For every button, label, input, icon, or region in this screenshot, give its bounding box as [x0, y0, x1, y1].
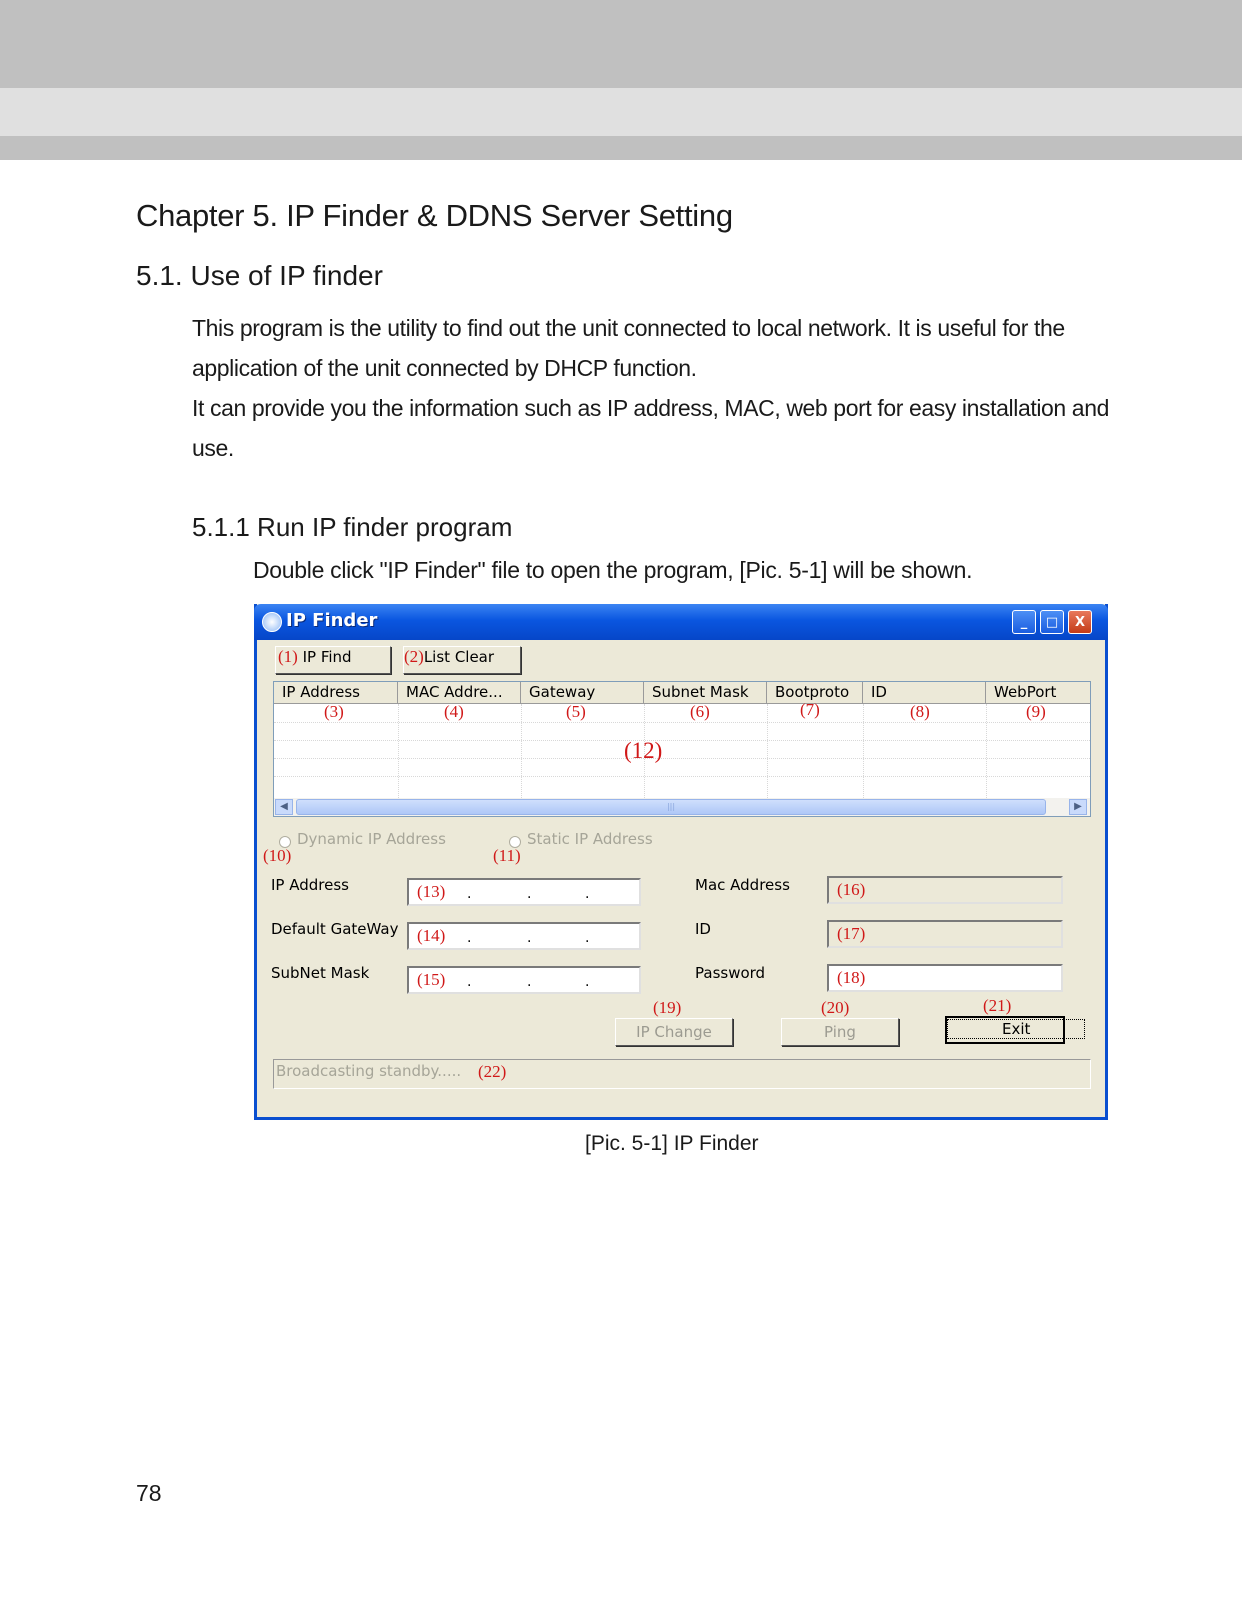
list-clear-label: List Clear	[423, 648, 495, 666]
marker-22: (22)	[478, 1062, 507, 1081]
column-header-ip-address[interactable]: IP Address	[274, 682, 398, 704]
ip-dot: .	[585, 886, 590, 902]
intro-text	[192, 308, 1112, 468]
password-field[interactable]	[827, 964, 1063, 992]
results-list[interactable]	[273, 681, 1091, 817]
marker-2: (2)	[404, 647, 424, 666]
marker-20: (20)	[821, 998, 850, 1017]
ip-find-label: IP Find	[302, 648, 352, 666]
grid-line	[767, 704, 768, 798]
marker-10: (10)	[263, 846, 292, 865]
static-ip-label: Static IP Address	[527, 830, 653, 848]
subsection-title: 5.1.1 Run IP finder program	[192, 512, 513, 542]
header-band-light	[0, 88, 1242, 136]
marker-9: (9)	[1026, 702, 1046, 721]
ip-dot: .	[585, 974, 590, 990]
maximize-button[interactable]: □	[1040, 610, 1064, 634]
ip-address-label: IP Address	[271, 876, 349, 894]
ip-change-button[interactable]: IP Change	[615, 1018, 733, 1046]
title-bar[interactable]	[254, 604, 1108, 640]
grid-line	[863, 704, 864, 798]
id-label: ID	[695, 920, 711, 938]
window-title: IP Finder	[286, 610, 378, 631]
marker-13: (13)	[417, 882, 446, 901]
page-number: 78	[136, 1480, 162, 1506]
ip-dot: .	[527, 974, 532, 990]
column-header-webport[interactable]: WebPort	[986, 682, 1091, 704]
subnet-mask-label: SubNet Mask	[271, 964, 370, 982]
marker-7: (7)	[800, 700, 820, 719]
status-text: Broadcasting standby.....	[276, 1062, 462, 1080]
column-header-subnet-mask[interactable]: Subnet Mask	[644, 682, 767, 704]
close-button[interactable]: X	[1068, 610, 1092, 634]
ip-dot: .	[527, 930, 532, 946]
minimize-button[interactable]: _	[1012, 610, 1036, 634]
ip-dot: .	[467, 930, 472, 946]
grid-line	[274, 722, 1091, 723]
column-header-bootproto[interactable]: Bootproto	[767, 682, 863, 704]
marker-19: (19)	[653, 998, 682, 1017]
grid-line	[986, 704, 987, 798]
figure-caption: [Pic. 5-1] IP Finder	[585, 1132, 759, 1155]
paragraph-1: This program is the utility to find out the unit connected to local network. It is useful for the application of the unit connected by DHCP function.	[192, 315, 1065, 381]
marker-6: (6)	[690, 702, 710, 721]
grid-line	[274, 776, 1091, 777]
marker-21: (21)	[983, 996, 1012, 1015]
marker-11: (11)	[493, 846, 521, 865]
default-gateway-field[interactable]	[407, 922, 641, 950]
marker-8: (8)	[910, 702, 930, 721]
exit-button[interactable]	[945, 1016, 1065, 1044]
grid-line	[521, 704, 522, 798]
ip-address-field[interactable]	[407, 878, 641, 906]
header-band-dark	[0, 0, 1242, 88]
ip-finder-window	[254, 604, 1108, 1120]
marker-16: (16)	[837, 880, 866, 899]
exit-label: Exit	[947, 1019, 1085, 1039]
marker-17: (17)	[837, 924, 866, 943]
marker-4: (4)	[444, 702, 464, 721]
id-field[interactable]	[827, 920, 1063, 948]
marker-3: (3)	[324, 702, 344, 721]
scroll-left-icon[interactable]: ◀	[275, 799, 293, 815]
password-label: Password	[695, 964, 766, 982]
marker-12: (12)	[624, 738, 663, 763]
list-clear-button[interactable]	[403, 646, 521, 674]
grid-line	[274, 740, 1091, 741]
grid-line	[398, 704, 399, 798]
mac-address-field[interactable]	[827, 876, 1063, 904]
horizontal-scrollbar[interactable]	[274, 798, 1090, 816]
column-header-mac-address[interactable]: MAC Addre...	[398, 682, 521, 704]
default-gateway-label: Default GateWay	[271, 920, 399, 938]
app-icon	[262, 612, 282, 632]
chapter-title: Chapter 5. IP Finder & DDNS Server Setting	[136, 198, 733, 233]
subnet-mask-field[interactable]	[407, 966, 641, 994]
marker-18: (18)	[837, 968, 866, 987]
marker-1: (1)	[278, 647, 298, 666]
ip-dot: .	[467, 974, 472, 990]
ip-find-button[interactable]	[275, 646, 391, 674]
header-band-bottom	[0, 136, 1242, 160]
ip-dot: .	[467, 886, 472, 902]
dynamic-ip-label: Dynamic IP Address	[297, 830, 446, 848]
instruction-text: Double click "IP Finder" file to open the program, [Pic. 5-1] will be shown.	[253, 557, 973, 583]
marker-14: (14)	[417, 926, 446, 945]
section-title: 5.1. Use of IP finder	[136, 260, 383, 291]
scroll-right-icon[interactable]: ▶	[1069, 799, 1087, 815]
scroll-thumb[interactable]: |||	[296, 799, 1046, 815]
column-header-gateway[interactable]: Gateway	[521, 682, 644, 704]
marker-15: (15)	[417, 970, 446, 989]
ping-button[interactable]: Ping	[781, 1018, 899, 1046]
paragraph-2: It can provide you the information such as IP address, MAC, web port for easy installation and use.	[192, 395, 1109, 461]
ip-dot: .	[585, 930, 590, 946]
ip-dot: .	[527, 886, 532, 902]
status-bar	[273, 1059, 1091, 1089]
column-header-id[interactable]: ID	[863, 682, 986, 704]
mac-address-label: Mac Address	[695, 876, 790, 894]
grid-line	[274, 758, 1091, 759]
marker-5: (5)	[566, 702, 586, 721]
